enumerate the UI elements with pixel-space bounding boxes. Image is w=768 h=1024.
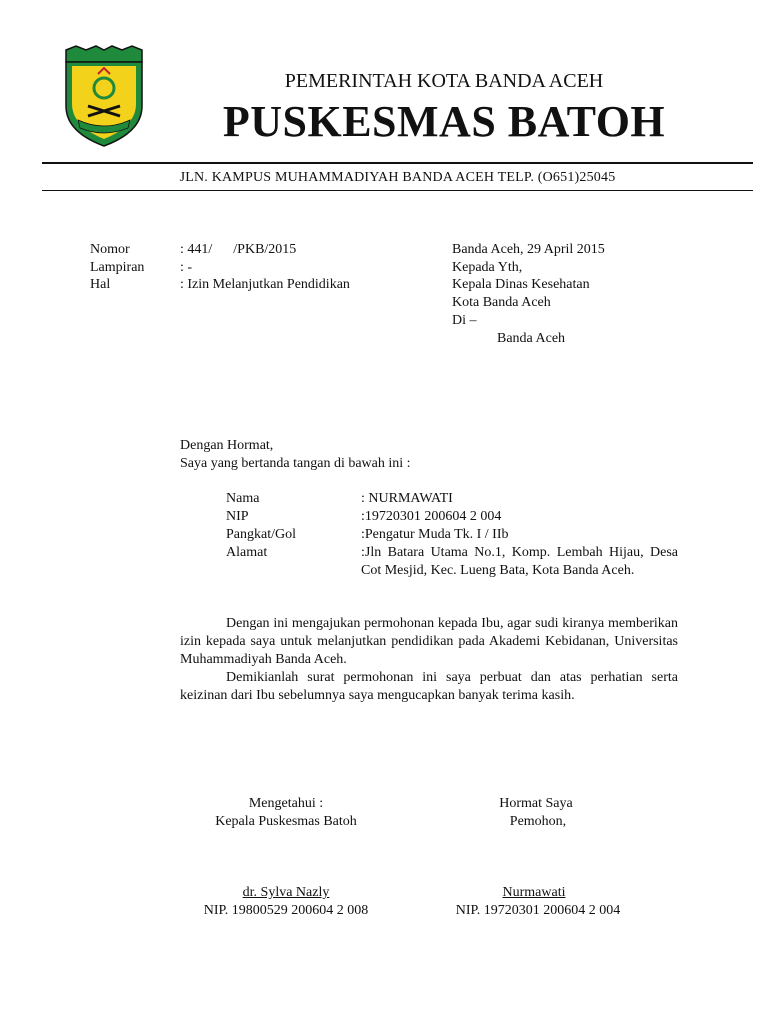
body-paragraph-2: Demikianlah surat permohonan ini saya perbuat dan atas perhatian serta keizinan dari Ibu sebelumnya saya mengucapkan banyak terima kasih.: [180, 670, 678, 703]
body-paragraph-1: Dengan ini mengajukan permohonan kepada Ibu, agar sudi kiranya memberikan izin kepada saya untuk melanjutkan pendidikan pada Akademi Kebidanan, Universitas Muhammadiyah Banda Aceh.: [180, 616, 678, 667]
recipient-di: Di –: [452, 313, 477, 328]
sign-right-nip: NIP. 19720301 200604 2 004: [455, 903, 621, 918]
field-nama-value: : NURMAWATI: [361, 491, 453, 506]
institution-name: PUSKESMAS BATOH: [222, 97, 666, 146]
greeting: Dengan Hormat,: [180, 438, 274, 453]
nomor-value: : 441/ /PKB/2015: [180, 242, 297, 257]
field-pangkat-value: :Pengatur Muda Tk. I / IIb: [361, 527, 509, 542]
hal-label: Hal: [90, 277, 111, 292]
header-rule-top: [42, 162, 753, 164]
sign-left-line1: Mengetahui :: [248, 796, 324, 811]
recipient-name: Kepala Dinas Kesehatan: [452, 277, 590, 292]
letter-date: Banda Aceh, 29 April 2015: [452, 242, 605, 257]
sign-right-line1: Hormat Saya: [499, 796, 573, 811]
field-alamat-value: :Jln Batara Utama No.1, Komp. Lembah Hijau, Desa Cot Mesjid, Kec. Lueng Bata, Kota Banda Aceh.: [361, 545, 678, 578]
field-nip-value: :19720301 200604 2 004: [361, 509, 502, 524]
lampiran-value: : -: [180, 260, 193, 275]
address-line: JLN. KAMPUS MUHAMMADIYAH BANDA ACEH TELP. (O651)25045: [179, 170, 616, 185]
recipient-salutation: Kepada Yth,: [452, 260, 523, 275]
field-alamat-label: Alamat: [226, 545, 268, 560]
recipient-city: Kota Banda Aceh: [452, 295, 551, 310]
sign-left-line2: Kepala Puskesmas Batoh: [215, 814, 357, 829]
hal-value: : Izin Melanjutkan Pendidikan: [180, 277, 350, 292]
field-nip-label: NIP: [226, 509, 249, 524]
government-name: PEMERINTAH KOTA BANDA ACEH: [284, 70, 604, 92]
sign-left-name: dr. Sylva Nazly: [242, 885, 330, 900]
nomor-label: Nomor: [90, 242, 130, 257]
lampiran-label: Lampiran: [90, 260, 145, 275]
header-rule-bottom: [42, 190, 753, 191]
sign-left-nip: NIP. 19800529 200604 2 008: [203, 903, 369, 918]
sign-right-name: Nurmawati: [502, 885, 566, 900]
intro-line: Saya yang bertanda tangan di bawah ini :: [180, 456, 411, 471]
recipient-place: Banda Aceh: [497, 331, 566, 346]
sign-right-line2: Pemohon,: [509, 814, 567, 829]
field-nama-label: Nama: [226, 491, 260, 506]
field-pangkat-label: Pangkat/Gol: [226, 527, 296, 542]
